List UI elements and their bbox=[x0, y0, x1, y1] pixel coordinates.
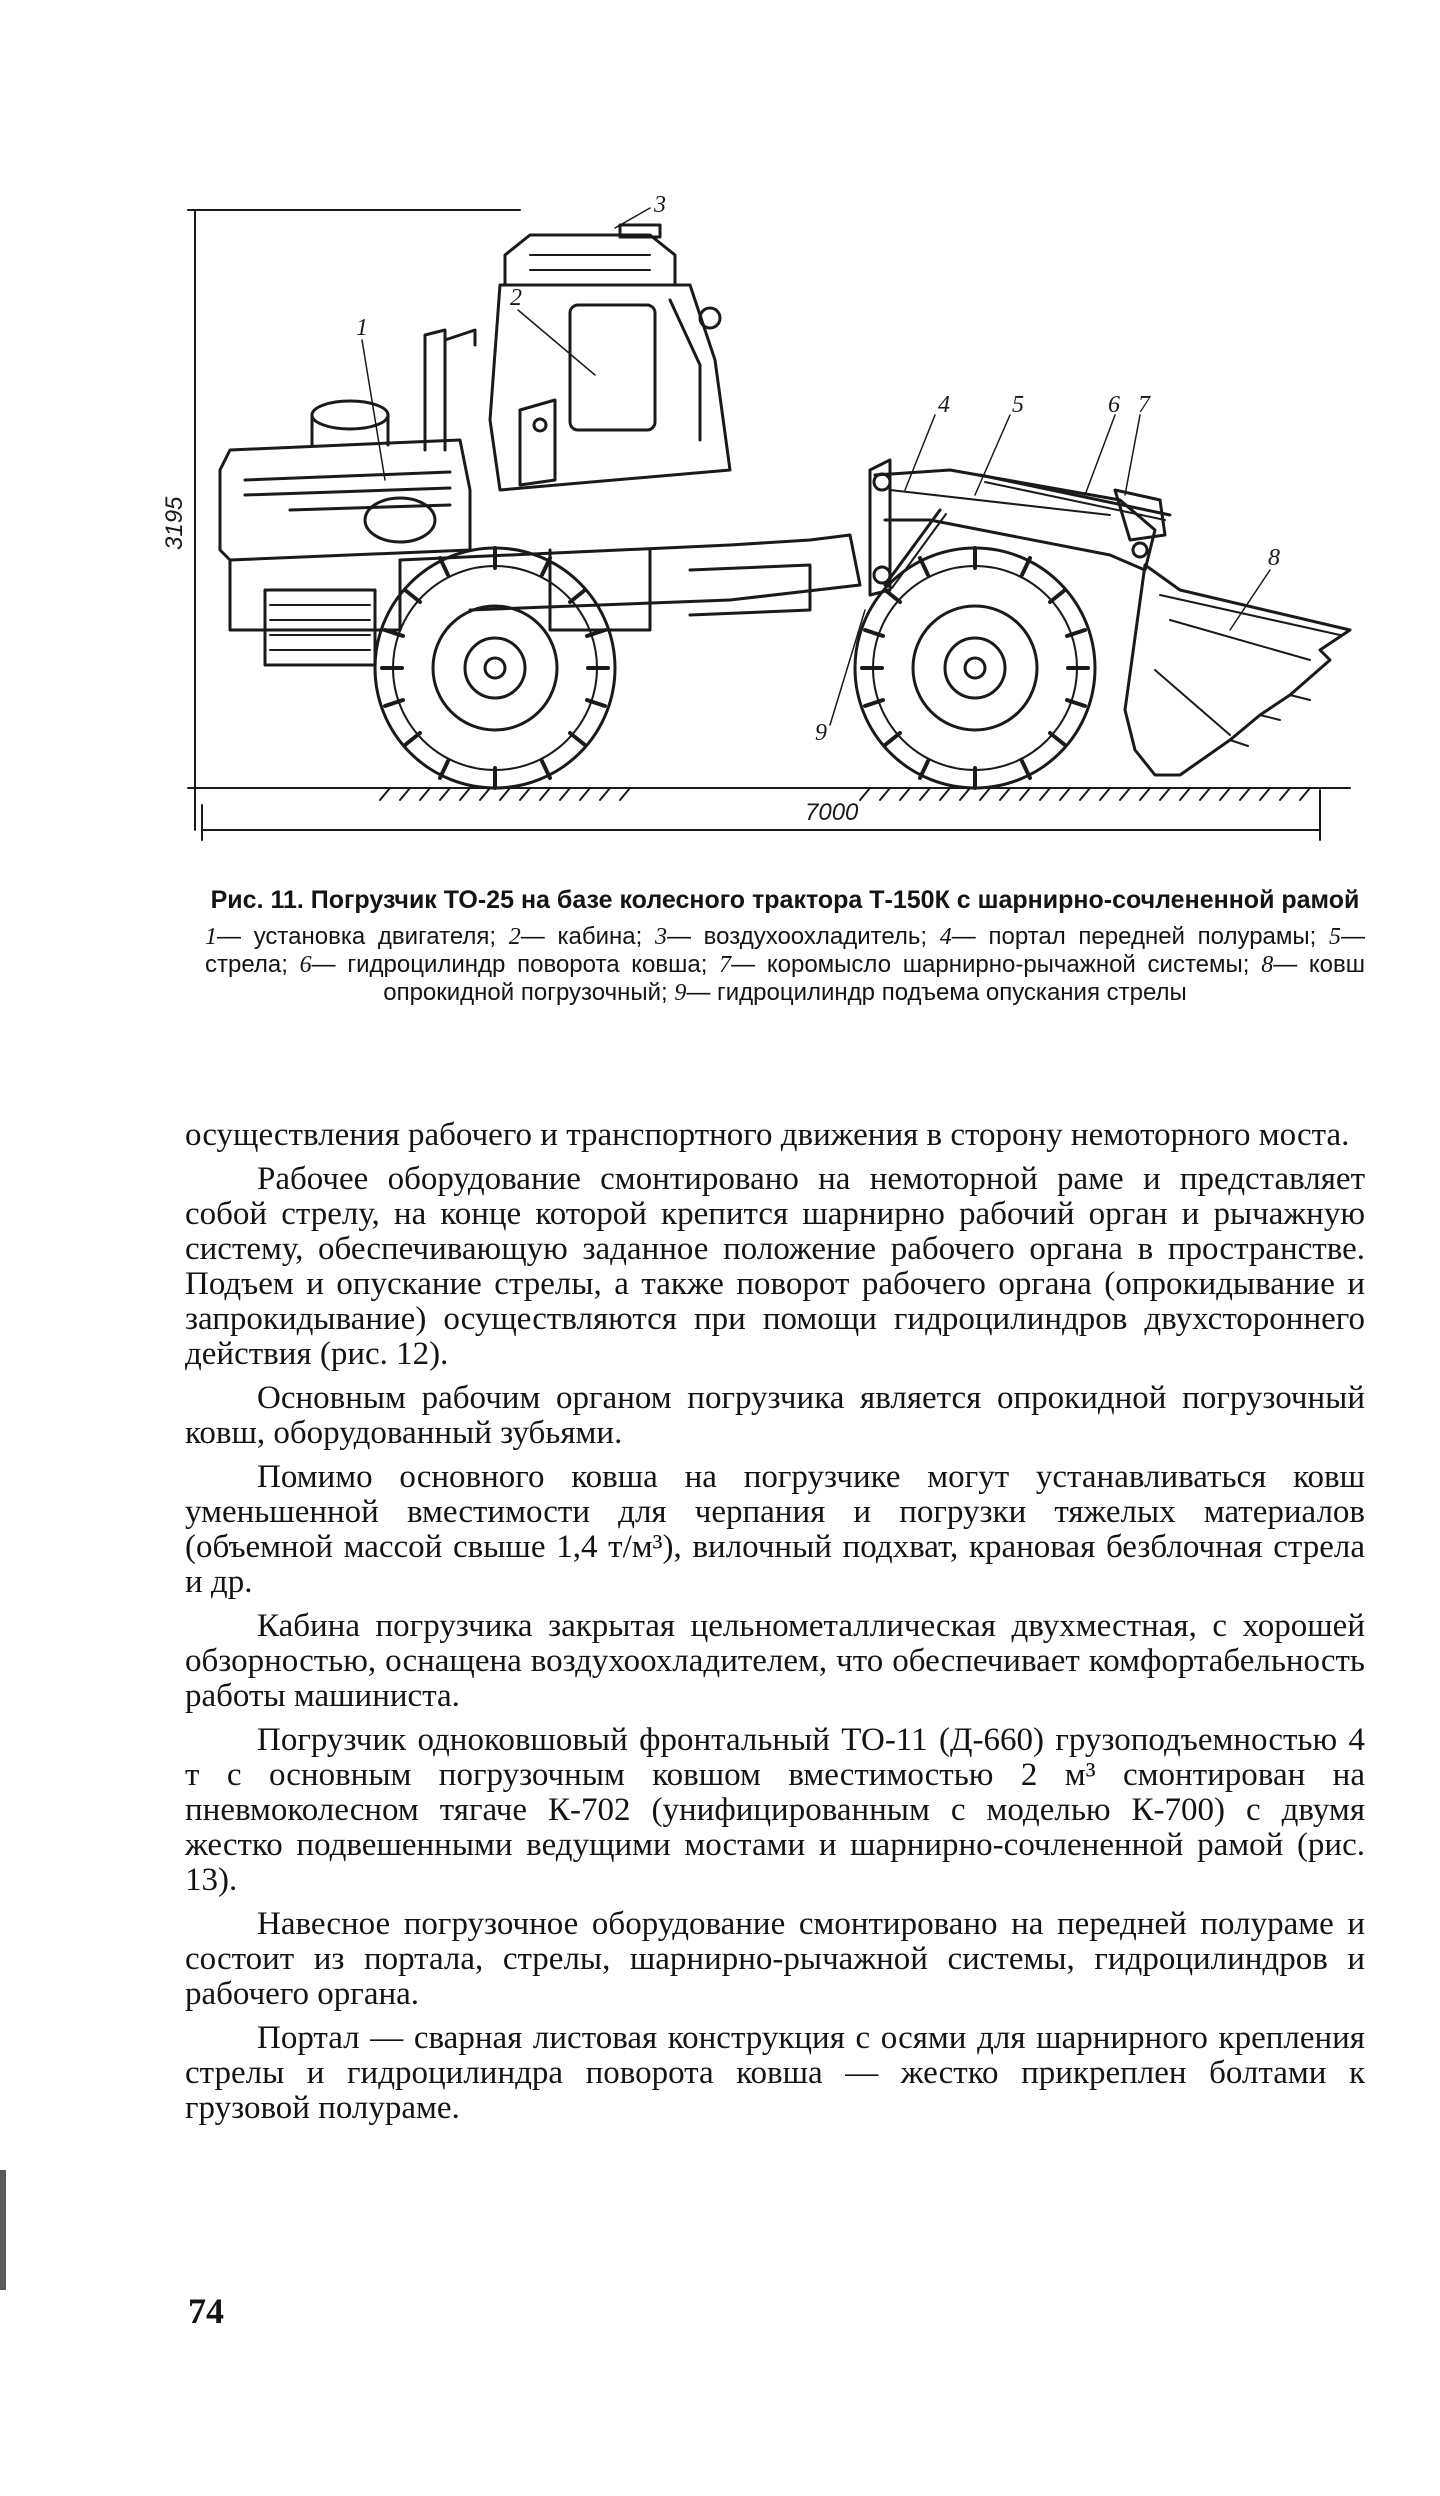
caption-title: Рис. 11. Погрузчик ТО-25 на базе колесного трактора Т-150К с шарнирно-сочлененной рамой bbox=[210, 886, 1360, 914]
legend-text: — гидроцилиндр поворота ковша; bbox=[311, 951, 708, 978]
legend-num: 2 bbox=[508, 924, 521, 950]
legend-num: 7 bbox=[719, 952, 732, 978]
legend-num: 6 bbox=[299, 952, 312, 978]
callout-2: 2 bbox=[510, 285, 522, 311]
loader-drawing bbox=[161, 190, 1370, 890]
paragraph: Рабочее оборудование смонтировано на немоторной раме и представляет собой стрелу, на конце которой крепится шарнирно рабочий орган и рычажную систему, обеспечивающую заданное положение рабочего органа в пространстве. Подъем и опускание стрелы, а также поворот рабочего органа (опрокидывание и запрокидывание) осуществляются при помощи гидроцилиндров двухстороннего действия (рис. 12). bbox=[185, 1161, 1365, 1372]
legend-num: 1 bbox=[205, 924, 217, 950]
legend-num: 8 bbox=[1261, 952, 1274, 978]
figure-caption bbox=[205, 885, 1365, 1007]
engine-unit bbox=[220, 330, 475, 665]
paragraph: Кабина погрузчика закрытая цельнометаллическая двухместная, с хорошей обзорностью, оснащена воздухоохладителем, что обеспечивает комфортабельность работы машиниста. bbox=[185, 1608, 1365, 1714]
cabin bbox=[490, 285, 730, 490]
callout-6: 6 bbox=[1108, 392, 1120, 418]
callout-1: 1 bbox=[356, 315, 368, 341]
legend-text: — портал передней полурамы; bbox=[951, 923, 1317, 950]
callout-9: 9 bbox=[815, 720, 827, 746]
legend-text: — коромысло шарнирно-рычажной системы; bbox=[731, 951, 1250, 978]
callout-5: 5 bbox=[1012, 392, 1024, 418]
body-text bbox=[185, 1118, 1365, 2135]
legend-num: 9 bbox=[674, 980, 687, 1006]
paragraph: Портал — сварная листовая конструкция с осями для шарнирного крепления стрелы и гидроцилиндра поворота ковша — жестко прикреплен болтами к грузовой полураме. bbox=[185, 2020, 1365, 2126]
paragraph: Погрузчик одноковшовый фронтальный ТО-11 (Д-660) грузоподъемностью 4 т с основным погрузочным ковшом вместимостью 2 м³ смонтирован на пневмоколесном тягаче К-702 (унифицированным с моделью К-700) с двумя жестко подвешенными ведущими мостами и шарнирно-сочлененной рамой (рис. 13). bbox=[185, 1722, 1365, 1898]
caption-legend bbox=[205, 923, 1365, 1007]
length-dimension-label: 7000 bbox=[805, 799, 859, 826]
legend-text: — кабина; bbox=[520, 923, 643, 950]
scan-edge-mark bbox=[0, 2170, 6, 2290]
boom-assembly bbox=[870, 460, 1170, 595]
callout-8: 8 bbox=[1268, 545, 1280, 571]
air-cooler bbox=[505, 225, 675, 285]
legend-text: — воздухоохладитель; bbox=[666, 923, 928, 950]
callout-4: 4 bbox=[938, 392, 950, 418]
callout-7: 7 bbox=[1138, 392, 1150, 418]
height-dimension-label: 3195 bbox=[161, 496, 188, 550]
paragraph: Навесное погрузочное оборудование смонтировано на передней полураме и состоит из портала, стрелы, шарнирно-рычажной системы, гидроцилиндров и рабочего органа. bbox=[185, 1906, 1365, 2012]
rear-wheel bbox=[375, 548, 615, 788]
legend-num: 3 bbox=[654, 924, 667, 950]
bucket bbox=[1125, 565, 1350, 775]
paragraph: Основным рабочим органом погрузчика является опрокидной погрузочный ковш, оборудованный зубьями. bbox=[185, 1380, 1365, 1451]
legend-text: — ковш опрокидной погрузочный; bbox=[383, 951, 1366, 1006]
legend-num: 4 bbox=[939, 924, 952, 950]
callout-3: 3 bbox=[654, 192, 666, 218]
legend-text: — гидроцилиндр подъема опускания стрелы bbox=[686, 979, 1187, 1006]
paragraph: Помимо основного ковша на погрузчике могут устанавливаться ковш уменьшенной вместимости для черпания и погрузки тяжелых материалов (объемной массой свыше 1,4 т/м³), вилочный подхват, крановая безблочная стрела и др. bbox=[185, 1459, 1365, 1600]
legend-text: — стрела; bbox=[205, 923, 1366, 978]
legend-num: 5 bbox=[1329, 924, 1342, 950]
loader-figure bbox=[161, 190, 1370, 890]
legend-text: — установка двигателя; bbox=[217, 923, 497, 950]
page-number: 74 bbox=[188, 2291, 224, 2331]
paragraph: осуществления рабочего и транспортного движения в сторону немоторного моста. bbox=[185, 1117, 1350, 1153]
